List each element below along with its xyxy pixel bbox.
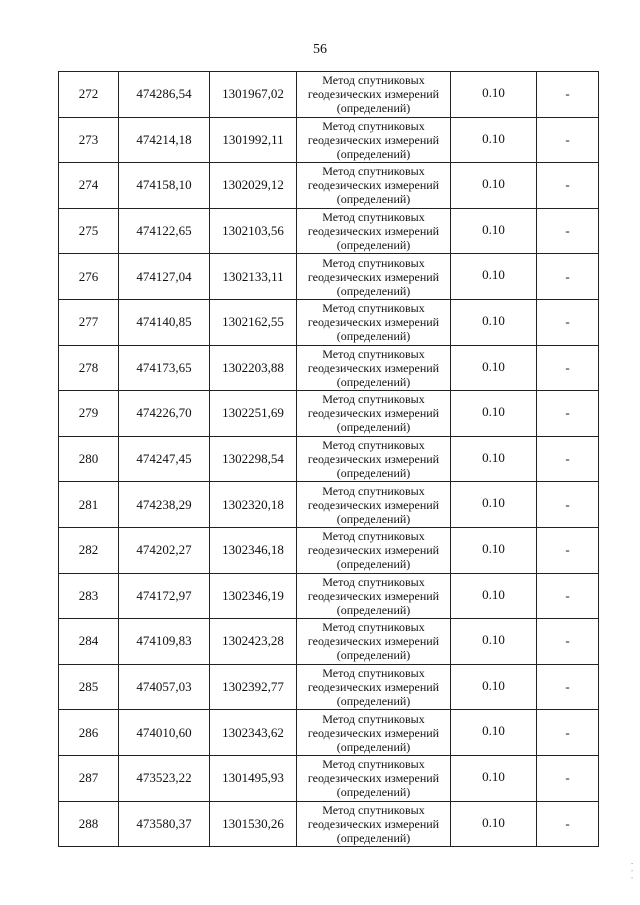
accuracy-cell: 0.10 [451,391,537,437]
method-line: Метод спутниковых [322,118,425,133]
method-line: геодезических измерений [307,452,440,467]
accuracy-cell: 0.10 [451,163,537,209]
x-coordinate-cell: 474202,27 [119,527,210,573]
table-row [59,664,599,710]
x-coordinate-cell: 474140,85 [119,299,210,345]
note-cell: - [537,573,599,619]
accuracy-cell: 0.10 [451,710,537,756]
coordinates-table-body [59,72,599,847]
method-line: (определений) [336,785,411,800]
method-line: геодезических измерений [307,816,440,831]
x-coordinate-cell: 473580,37 [119,801,210,847]
note-cell: - [537,710,599,756]
table-row [59,208,599,254]
method-line: (определений) [336,192,411,207]
method-line: Метод спутниковых [322,574,425,589]
method-cell [297,482,451,528]
x-coordinate-cell: 474238,29 [119,482,210,528]
method-line: Метод спутниковых [322,666,425,681]
method-line: геодезических измерений [307,87,440,102]
x-coordinate-cell: 474286,54 [119,72,210,118]
y-coordinate-cell: 1302320,18 [210,482,297,528]
note-cell: - [537,801,599,847]
y-coordinate-cell: 1302133,11 [210,254,297,300]
y-coordinate-cell: 1302392,77 [210,664,297,710]
note-cell: - [537,482,599,528]
method-cell [297,254,451,300]
method-line: (определений) [336,739,411,754]
note-cell: - [537,208,599,254]
accuracy-cell: 0.10 [451,436,537,482]
method-line: (определений) [336,283,411,298]
point-number-cell: 277 [59,299,119,345]
point-number-cell: 272 [59,72,119,118]
accuracy-cell: 0.10 [451,573,537,619]
method-line: (определений) [336,648,411,663]
method-line: (определений) [336,238,411,253]
point-number-cell: 285 [59,664,119,710]
accuracy-cell: 0.10 [451,254,537,300]
method-line: геодезических измерений [307,224,440,239]
table-row [59,573,599,619]
point-number-cell: 282 [59,527,119,573]
y-coordinate-cell: 1301992,11 [210,117,297,163]
y-coordinate-cell: 1301967,02 [210,72,297,118]
accuracy-cell: 0.10 [451,345,537,391]
method-line: (определений) [336,694,411,709]
y-coordinate-cell: 1302298,54 [210,436,297,482]
method-line: геодезических измерений [307,269,440,284]
method-cell [297,664,451,710]
method-cell [297,619,451,665]
method-line: Метод спутниковых [322,346,425,361]
y-coordinate-cell: 1302029,12 [210,163,297,209]
method-line: Метод спутниковых [322,255,425,270]
table-row [59,801,599,847]
accuracy-cell: 0.10 [451,801,537,847]
table-row [59,345,599,391]
method-cell [297,345,451,391]
note-cell: - [537,527,599,573]
note-cell: - [537,664,599,710]
method-cell [297,299,451,345]
y-coordinate-cell: 1301530,26 [210,801,297,847]
point-number-cell: 286 [59,710,119,756]
accuracy-cell: 0.10 [451,117,537,163]
accuracy-cell: 0.10 [451,72,537,118]
note-cell: - [537,436,599,482]
x-coordinate-cell: 473523,22 [119,755,210,801]
method-line: геодезических измерений [307,360,440,375]
method-line: (определений) [336,602,411,617]
x-coordinate-cell: 474158,10 [119,163,210,209]
y-coordinate-cell: 1302423,28 [210,619,297,665]
table-row [59,117,599,163]
note-cell: - [537,72,599,118]
y-coordinate-cell: 1302343,62 [210,710,297,756]
accuracy-cell: 0.10 [451,527,537,573]
y-coordinate-cell: 1302251,69 [210,391,297,437]
table-row [59,710,599,756]
method-cell [297,755,451,801]
method-line: Метод спутниковых [322,802,425,817]
x-coordinate-cell: 474214,18 [119,117,210,163]
page-number: 56 [313,42,327,57]
method-cell [297,527,451,573]
method-line: Метод спутниковых [322,483,425,498]
table-row [59,254,599,300]
method-line: Метод спутниковых [322,210,425,225]
method-line: геодезических измерений [307,315,440,330]
x-coordinate-cell: 474057,03 [119,664,210,710]
method-cell [297,208,451,254]
method-line: (определений) [336,557,411,572]
method-line: Метод спутниковых [322,164,425,179]
y-coordinate-cell: 1302103,56 [210,208,297,254]
method-line: (определений) [336,101,411,116]
method-line: (определений) [336,511,411,526]
method-line: геодезических измерений [307,588,440,603]
note-cell: - [537,163,599,209]
method-line: Метод спутниковых [322,392,425,407]
accuracy-cell: 0.10 [451,208,537,254]
method-line: Метод спутниковых [322,438,425,453]
point-number-cell: 279 [59,391,119,437]
x-coordinate-cell: 474173,65 [119,345,210,391]
method-cell [297,391,451,437]
table-row [59,299,599,345]
table-row [59,619,599,665]
method-cell [297,163,451,209]
point-number-cell: 274 [59,163,119,209]
x-coordinate-cell: 474127,04 [119,254,210,300]
coordinates-table [58,71,599,847]
point-number-cell: 281 [59,482,119,528]
x-coordinate-cell: 474010,60 [119,710,210,756]
method-line: (определений) [336,374,411,389]
y-coordinate-cell: 1302346,19 [210,573,297,619]
x-coordinate-cell: 474247,45 [119,436,210,482]
method-line: геодезических измерений [307,497,440,512]
point-number-cell: 287 [59,755,119,801]
note-cell: - [537,117,599,163]
table-row [59,72,599,118]
method-line: (определений) [336,329,411,344]
method-line: (определений) [336,830,411,845]
accuracy-cell: 0.10 [451,299,537,345]
method-line: Метод спутниковых [322,757,425,772]
point-number-cell: 284 [59,619,119,665]
table-row [59,436,599,482]
method-line: Метод спутниковых [322,711,425,726]
accuracy-cell: 0.10 [451,664,537,710]
method-line: геодезических измерений [307,680,440,695]
method-line: Метод спутниковых [322,301,425,316]
method-line: геодезических измерений [307,771,440,786]
method-line: геодезических измерений [307,132,440,147]
method-line: Метод спутниковых [322,620,425,635]
point-number-cell: 275 [59,208,119,254]
table-row [59,755,599,801]
point-number-cell: 288 [59,801,119,847]
table-row [59,163,599,209]
accuracy-cell: 0.10 [451,482,537,528]
method-cell [297,573,451,619]
method-cell [297,117,451,163]
scan-margin-mark: · · · [627,862,637,881]
method-line: (определений) [336,466,411,481]
method-line: геодезических измерений [307,543,440,558]
table-row [59,482,599,528]
method-line: Метод спутниковых [322,529,425,544]
note-cell: - [537,254,599,300]
note-cell: - [537,619,599,665]
table-row [59,527,599,573]
note-cell: - [537,299,599,345]
accuracy-cell: 0.10 [451,619,537,665]
point-number-cell: 276 [59,254,119,300]
note-cell: - [537,755,599,801]
point-number-cell: 280 [59,436,119,482]
method-cell [297,801,451,847]
note-cell: - [537,345,599,391]
x-coordinate-cell: 474109,83 [119,619,210,665]
y-coordinate-cell: 1301495,93 [210,755,297,801]
y-coordinate-cell: 1302346,18 [210,527,297,573]
method-line: Метод спутниковых [322,73,425,88]
x-coordinate-cell: 474226,70 [119,391,210,437]
y-coordinate-cell: 1302203,88 [210,345,297,391]
method-line: геодезических измерений [307,634,440,649]
accuracy-cell: 0.10 [451,755,537,801]
method-line: геодезических измерений [307,406,440,421]
point-number-cell: 283 [59,573,119,619]
x-coordinate-cell: 474172,97 [119,573,210,619]
table-row [59,391,599,437]
method-cell [297,436,451,482]
method-line: (определений) [336,146,411,161]
method-cell [297,710,451,756]
method-line: геодезических измерений [307,725,440,740]
note-cell: - [537,391,599,437]
method-line: (определений) [336,420,411,435]
y-coordinate-cell: 1302162,55 [210,299,297,345]
point-number-cell: 273 [59,117,119,163]
x-coordinate-cell: 474122,65 [119,208,210,254]
point-number-cell: 278 [59,345,119,391]
method-line: геодезических измерений [307,178,440,193]
method-cell [297,72,451,118]
